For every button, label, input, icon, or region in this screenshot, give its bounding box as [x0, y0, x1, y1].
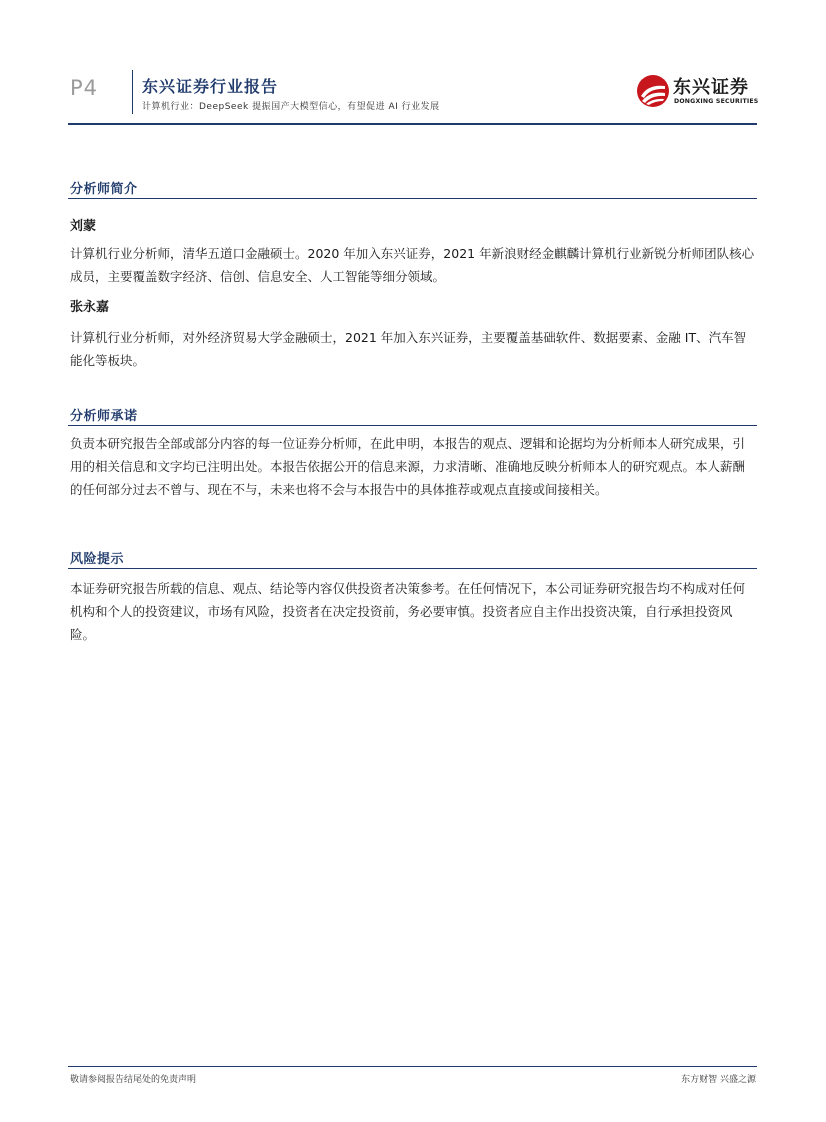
analyst-bio: 计算机行业分析师，对外经济贸易大学金融硕士，2021 年加入东兴证券，主要覆盖基础软件、数据要素、金融 IT、汽车智能化等板块。: [70, 330, 747, 368]
commitment-text: 负责本研究报告全部或部分内容的每一位证券分析师，在此申明，本报告的观点、逻辑和论据均为分析师本人研究成果，引用的相关信息和文字均已注明出处。本报告依据公开的信息来源，力求清晰、准确地反映分析师本人的研究观点。本人薪酬的任何部分过去不曾与、现在不与，未来也将不会与本报告中的具体推荐或观点直接或间接相关。: [70, 436, 746, 497]
commitment-heading-rule: [68, 425, 757, 426]
header-divider: [132, 70, 133, 114]
analysts-heading-rule: [68, 198, 757, 199]
commitment-heading: 分析师承诺: [70, 409, 138, 424]
analyst-name: 张永嘉: [70, 300, 110, 315]
footer-slogan: 东方财智 兴盛之源: [681, 1075, 756, 1085]
footer-disclaimer-note: 敬请参阅报告结尾处的免责声明: [70, 1075, 197, 1085]
analyst-name: 刘蒙: [70, 219, 97, 234]
analyst-bio: 计算机行业分析师，清华五道口金融硕士。2020 年加入东兴证券，2021 年新浪财经金麒麟计算机行业新锐分析师团队核心成员，主要覆盖数字经济、信创、信息安全、人工智能等细分领域。: [70, 246, 755, 284]
logo-name-cn: 东兴证券: [673, 77, 749, 98]
page-number: P4: [70, 76, 99, 100]
risk-heading-rule: [68, 568, 757, 569]
risk-text: 本证券研究报告所载的信息、观点、结论等内容仅供投资者决策参考。在任何情况下，本公司证券研究报告均不构成对任何机构和个人的投资建议，市场有风险，投资者在决定投资前，务必要审慎。投资者应自主作出投资决策，自行承担投资风险。: [70, 581, 746, 642]
footer-rule: [68, 1066, 757, 1067]
risk-heading: 风险提示: [70, 552, 125, 567]
logo-name-en: DONGXING SECURITIES: [674, 98, 759, 105]
report-title: 东兴证券行业报告: [142, 77, 279, 96]
report-subtitle: 计算机行业：DeepSeek 提振国产大模型信心，有望促进 AI 行业发展: [142, 102, 440, 112]
analysts-heading: 分析师简介: [70, 182, 138, 197]
dongxing-logo-icon: [636, 74, 670, 108]
company-logo: [636, 72, 760, 112]
header-rule: [68, 123, 757, 125]
